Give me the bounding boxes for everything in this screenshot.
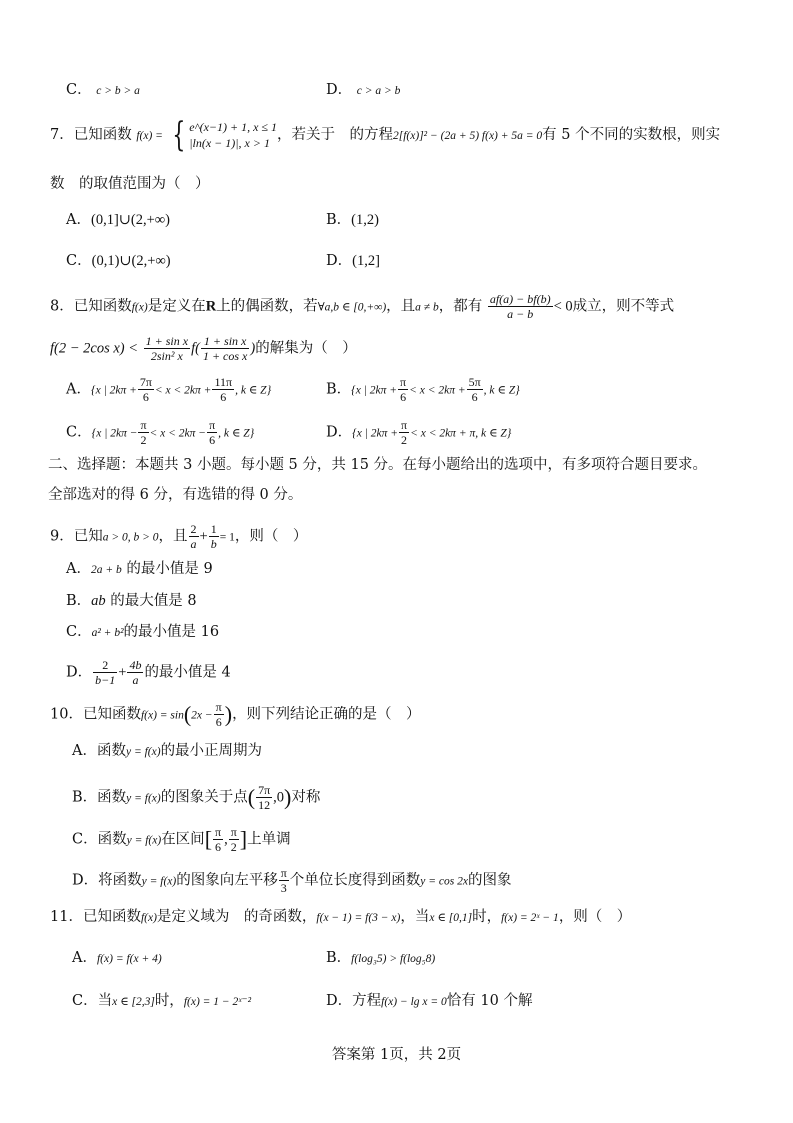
option-label: B．: [326, 950, 352, 966]
option-label: B．: [72, 789, 98, 806]
expr: f(x) − lg x = 0: [381, 996, 447, 1008]
fraction: $\frac{\pi}{3}$: [280, 866, 287, 895]
stem-text: ，则下列结论正确的是（ ）: [232, 706, 421, 723]
function-name: f(x): [140, 912, 157, 924]
expr: ,0: [273, 789, 284, 806]
option-text: 对称: [291, 789, 321, 806]
option-text: 函数: [97, 789, 127, 806]
question-number: 7．: [50, 127, 74, 143]
inequality-left: f(2 − 2cos x) <: [50, 340, 139, 357]
stem-text: 已知函数: [82, 706, 141, 723]
section-2-heading: 二、选择题：本题共 3 小题。每小题 5 分，共 15 分。在每小题给出的选项中，有多项符合题目要求。: [48, 457, 708, 473]
q11-option-d: [326, 991, 532, 1012]
q10-option-a: [72, 741, 262, 762]
paren: ): [224, 701, 233, 727]
option-text: 的最小值是 16: [123, 624, 220, 640]
case-2: |ln(x − 1)|, x > 1: [189, 136, 270, 150]
paren: (: [247, 784, 256, 810]
q6-option-d: [326, 80, 400, 101]
stem-text: 已知: [73, 528, 103, 545]
option-label: C．: [72, 831, 98, 848]
option-text: 的图象向左平移: [176, 872, 278, 889]
option-label: D．: [326, 82, 353, 98]
fraction: $\frac{\pi}{6}$: [400, 375, 407, 404]
option-expr: (0,1]∪(2,+∞): [90, 212, 170, 228]
option-label: A．: [66, 381, 91, 398]
stem-text: 的取值范围为（ ）: [79, 176, 210, 192]
option-label: C．: [66, 253, 92, 269]
q11-option-c: [72, 991, 251, 1012]
option-text: 的图象: [467, 872, 512, 889]
equation: 2[f(x)]² − (2a + 5) f(x) + 5a = 0: [393, 130, 543, 142]
fraction: $\frac{\text{1 + sin x}}{\text{2sin² x}}$: [145, 334, 189, 363]
real-set-symbol: R: [205, 298, 217, 315]
option-text: 在区间: [161, 831, 205, 848]
stem-text: ，则（ ）: [234, 528, 308, 545]
question-number: 10．: [50, 706, 83, 723]
option-label: A．: [66, 212, 91, 228]
q8-stem: [50, 292, 674, 321]
option-label: C．: [66, 624, 92, 640]
condition: x ∈ [2,3]: [112, 996, 155, 1008]
condition: f(x) = 2ˣ − 1: [501, 912, 559, 924]
fraction: $\frac{2}{a}$: [190, 522, 197, 551]
stem-text: 有 5 个不同的实数根，则实: [542, 127, 721, 143]
condition: x ∈ [0,1]: [429, 912, 473, 924]
stem-text: 数: [50, 176, 65, 192]
page-footer: 答案第 1页，共 2页: [331, 1047, 462, 1063]
stem-text: 的解集为（ ）: [255, 340, 357, 357]
expr: y = f(x): [126, 792, 161, 805]
option-label: D．: [66, 664, 93, 681]
option-expr: (1,2]: [352, 253, 380, 269]
stem-text: ，且: [386, 298, 416, 315]
question-number: 8．: [50, 298, 74, 315]
piecewise-cases: [189, 119, 277, 151]
stem-text: 成立，则不等式: [572, 298, 675, 315]
stem-text: ，当: [400, 909, 430, 925]
q8-inequality: [50, 334, 357, 363]
condition: a ≠ b: [415, 301, 439, 314]
expr: < x < 2kπ +: [409, 384, 466, 397]
expr: y = cos 2x: [420, 875, 468, 888]
condition: f(x − 1) = f(3 − x): [316, 912, 401, 924]
question-number: 9．: [50, 528, 74, 545]
option-label: C．: [72, 993, 98, 1009]
stem-text: 已知函数: [82, 909, 141, 925]
q6-option-c: [66, 80, 140, 101]
expr: < x < 2kπ +: [154, 384, 212, 397]
stem-text: 的方程: [349, 127, 394, 143]
option-text: 恰有 10 个解: [446, 993, 533, 1009]
q9-option-c: [66, 622, 219, 643]
operator: +: [118, 664, 127, 681]
option-text: 的最小值是 4: [144, 664, 231, 681]
expr: f(x) = 1 − 2ˣ⁻²: [183, 996, 252, 1008]
option-label: B．: [326, 381, 352, 398]
q8-option-a: [66, 375, 271, 404]
question-number: 11．: [50, 909, 83, 925]
fraction: $\frac{5\pi}{6}$: [468, 375, 481, 404]
fraction: $\frac{\pi}{6}$: [215, 700, 222, 729]
stem-text: 已知函数: [73, 298, 132, 315]
option-text: 上单调: [247, 831, 291, 848]
q9-stem: [50, 522, 307, 551]
expr: , k ∈ Z}: [483, 384, 520, 397]
q7-stem: [50, 115, 721, 155]
expr: y = f(x): [141, 875, 177, 888]
expr: {x | 2kπ +: [351, 384, 398, 397]
q9-option-a: [66, 559, 213, 580]
q8-option-b: [326, 375, 520, 404]
function-call: f(: [191, 340, 200, 357]
expr: {x | 2kπ −: [91, 427, 138, 440]
option-expr: c > b > a: [96, 85, 140, 97]
q11-option-b: [326, 948, 435, 969]
option-label: A．: [72, 743, 97, 759]
stem-text: ，都有: [438, 298, 483, 315]
stem-text: ，若关于: [277, 127, 336, 143]
fraction: $\frac{2}{b-1}$: [95, 658, 116, 687]
q7-option-d: [326, 251, 380, 271]
option-label: B．: [326, 212, 352, 228]
expr: 2a + b: [90, 564, 122, 576]
expr: < x < 2kπ + π, k ∈ Z}: [410, 427, 512, 440]
option-label: D．: [326, 424, 353, 441]
paren: (: [183, 701, 192, 727]
option-label: D．: [326, 253, 353, 269]
option-text: 个单位长度得到函数: [289, 872, 421, 889]
function-close: ): [250, 340, 256, 357]
fraction: $\frac{\pi}{2}$: [401, 418, 408, 447]
stem-text: 是定义域为: [156, 909, 230, 925]
q10-option-c: C．函数y = f(x)在区间[ $\frac{\pi}{6}$ , $\frac{\pi}{2}$ ]上单调: [72, 825, 291, 854]
option-label: D．: [326, 993, 353, 1009]
paren: ): [284, 784, 292, 810]
option-expr: (0,1)∪(2,+∞): [91, 253, 171, 269]
q8-option-d: [326, 418, 511, 447]
expr: < x < 2kπ −: [149, 427, 207, 440]
section-2-heading-cont: 全部选对的得 6 分，有选错的得 0 分。: [48, 487, 303, 503]
expr: , k ∈ Z}: [218, 427, 255, 440]
q10-option-b: [72, 783, 320, 812]
stem-text: 已知函数: [73, 127, 132, 143]
option-text: 的最小值是 9: [126, 561, 213, 577]
option-expr: (1,2): [351, 212, 379, 228]
fraction: $\frac{7\pi}{6}$: [139, 375, 152, 404]
expr: y = f(x): [126, 834, 162, 847]
operator: +: [199, 528, 208, 545]
option-label: D．: [72, 872, 99, 889]
piecewise-brace: {: [171, 115, 185, 155]
expr: ab: [91, 593, 106, 609]
fraction: $\frac{\pi}{6}$: [209, 418, 216, 447]
expr: a² + b²: [91, 627, 124, 639]
stem-text: 的奇函数，: [243, 909, 317, 925]
expr: {x | 2kπ +: [90, 384, 137, 397]
q7-option-b: [326, 210, 379, 230]
q7-stem-cont: [50, 174, 210, 194]
option-text: 方程: [352, 993, 382, 1009]
condition: a > 0, b > 0: [102, 531, 159, 544]
case-1: e^(x−1) + 1, x ≤ 1: [189, 120, 278, 134]
fraction: $\frac{af(a) - bf(b)}{a - b}$: [489, 292, 551, 321]
fraction: $\frac{\pi}{2}$: [140, 418, 147, 447]
q11-stem: [50, 907, 631, 928]
bracket: ]: [239, 826, 248, 852]
q7-option-a: [66, 210, 170, 230]
function-name: f(x): [131, 301, 148, 314]
option-text: 函数: [97, 831, 127, 848]
fraction: $\frac{\pi}{6}$: [215, 825, 222, 854]
expr: y = f(x): [125, 746, 161, 758]
option-text: 当: [97, 993, 113, 1009]
q10-option-d: [72, 866, 511, 895]
expr: f(x) = f(x + 4): [96, 953, 162, 965]
expr: {x | 2kπ +: [352, 427, 399, 440]
condition: ∀a,b ∈ [0,+∞): [317, 301, 387, 314]
stem-text: ，则（ ）: [558, 909, 632, 925]
expr: , k ∈ Z}: [235, 384, 272, 397]
option-text: 时，: [154, 993, 184, 1009]
function-def: f(x) = sin: [140, 709, 184, 722]
bracket: [: [204, 826, 213, 852]
option-text: 的最大值是 8: [110, 593, 197, 609]
expr: f(log₃5) > f(log₅8): [351, 953, 436, 965]
stem-text: 上的偶函数，若: [216, 298, 318, 315]
option-text: 将函数: [98, 872, 142, 889]
option-expr: c > a > b: [356, 85, 401, 97]
stem-text: ，且: [158, 528, 188, 545]
fraction: $\frac{11\pi}{6}$: [214, 375, 233, 404]
relation: = 1: [219, 531, 235, 544]
q9-option-b: [66, 591, 197, 611]
q10-stem: [50, 700, 421, 729]
relation: < 0: [553, 298, 573, 315]
q11-option-a: [72, 948, 162, 969]
option-text: 的最小正周期为: [160, 743, 263, 759]
option-text: 函数: [96, 743, 126, 759]
option-label: C．: [66, 82, 92, 98]
q9-option-d: [66, 658, 231, 687]
expr: 2x −: [191, 709, 213, 722]
stem-text: 时，: [472, 909, 502, 925]
option-label: C．: [66, 424, 92, 441]
option-label: A．: [72, 950, 97, 966]
fraction: $\frac{\text{1 + sin x}}{\text{1 + cos x}}$: [202, 334, 248, 363]
function-name: f(x) =: [136, 130, 163, 142]
option-text: 的图象关于点: [160, 789, 248, 806]
q8-option-c: [66, 418, 254, 447]
fraction: $\frac{4b}{a}$: [129, 658, 142, 687]
fraction: $\frac{\pi}{2}$: [230, 825, 237, 854]
stem-text: 是定义在: [147, 298, 206, 315]
fraction: $\frac{7\pi}{12}$: [258, 783, 271, 812]
q7-option-c: [66, 251, 171, 271]
option-label: A．: [66, 561, 91, 577]
option-label: B．: [66, 593, 92, 609]
fraction: $\frac{1}{b}$: [210, 522, 217, 551]
